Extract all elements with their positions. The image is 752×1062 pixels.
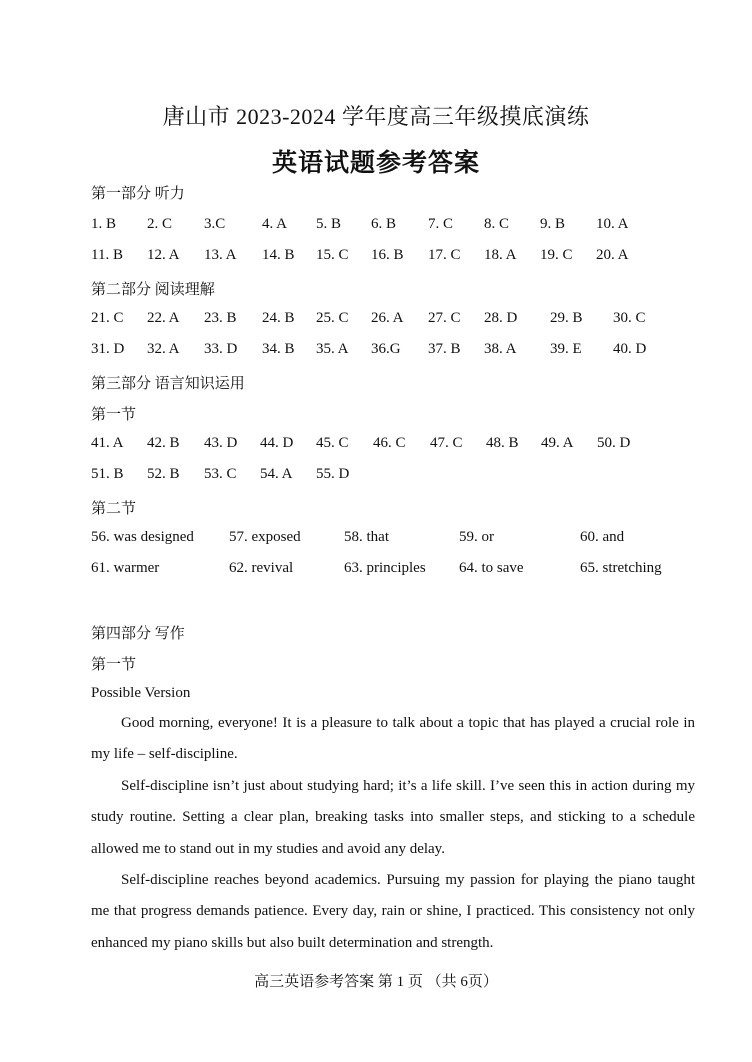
answer-item: 38. A: [484, 341, 517, 357]
answer-item: 42. B: [147, 435, 180, 451]
answer-item: 51. B: [91, 466, 124, 482]
document-subtitle: 英语试题参考答案: [271, 150, 480, 177]
answer-item: 34. B: [262, 341, 295, 357]
answer-item: 39. E: [550, 341, 582, 357]
answer-item: 22. A: [147, 310, 180, 326]
answer-item: 53. C: [204, 466, 237, 482]
answer-item: 18. A: [484, 247, 517, 263]
answer-item: 47. C: [430, 435, 463, 451]
answer-item: 54. A: [260, 466, 293, 482]
answer-item: 29. B: [550, 310, 583, 326]
part3-section2-heading: 第二节: [91, 501, 137, 517]
answer-item: 2. C: [147, 216, 173, 232]
essay-paragraph: Self-discipline isn’t just about studying hard; it’s a life skill. I’ve seen this in action during my study routine. Setting a clear plan, breaking tasks into smaller steps, and sticking to a schedule allowed me to stand out in my studies and avoid any delay.: [91, 778, 695, 857]
answer-item: 58. that: [344, 529, 389, 545]
answer-item: 45. C: [316, 435, 349, 451]
answer-item: 3.C: [204, 216, 226, 232]
answer-item: 20. A: [596, 247, 629, 263]
answer-item: 48. B: [486, 435, 519, 451]
answer-item: 15. C: [316, 247, 349, 263]
answer-item: 64. to save: [459, 560, 524, 576]
answer-item: 16. B: [371, 247, 404, 263]
answer-item: 26. A: [371, 310, 404, 326]
possible-version-label: Possible Version: [91, 685, 191, 701]
answer-item: 49. A: [541, 435, 574, 451]
page-footer: 高三英语参考答案 第 1 页 （共 6页）: [254, 974, 498, 990]
part2-heading: 第二部分 阅读理解: [91, 282, 215, 298]
answer-item: 50. D: [597, 435, 631, 451]
answer-item: 12. A: [147, 247, 180, 263]
answer-item: 35. A: [316, 341, 349, 357]
answer-item: 6. B: [371, 216, 397, 232]
answer-item: 57. exposed: [229, 529, 301, 545]
answer-item: 25. C: [316, 310, 349, 326]
answer-item: 56. was designed: [91, 529, 194, 545]
answer-item: 60. and: [580, 529, 625, 545]
answer-item: 11. B: [91, 247, 123, 263]
answer-item: 28. D: [484, 310, 518, 326]
answer-item: 19. C: [540, 247, 573, 263]
essay-paragraph: Self-discipline reaches beyond academics. Pursuing my passion for playing the piano taught me that progress demands patience. Every day, rain or shine, I practiced. This consistency not only enhanced my piano skills but also built determination and strength.: [91, 872, 695, 951]
answer-item: 13. A: [204, 247, 237, 263]
part4-section1-heading: 第一节: [91, 657, 137, 673]
answer-item: 7. C: [428, 216, 454, 232]
answer-item: 43. D: [204, 435, 238, 451]
part1-heading: 第一部分 听力: [91, 186, 185, 202]
answer-item: 1. B: [91, 216, 117, 232]
answer-item: 41. A: [91, 435, 124, 451]
part3-heading: 第三部分 语言知识运用: [91, 376, 245, 392]
essay-paragraph: Good morning, everyone! It is a pleasure to talk about a topic that has played a crucial role in my life – self-discipline.: [91, 715, 695, 763]
answer-item: 40. D: [613, 341, 647, 357]
answer-item: 23. B: [204, 310, 237, 326]
answer-item: 32. A: [147, 341, 180, 357]
answer-item: 46. C: [373, 435, 406, 451]
answer-item: 24. B: [262, 310, 295, 326]
answer-item: 31. D: [91, 341, 125, 357]
answer-item: 36.G: [371, 341, 401, 357]
answer-item: 21. C: [91, 310, 124, 326]
answer-item: 44. D: [260, 435, 294, 451]
answer-item: 9. B: [540, 216, 566, 232]
answer-item: 62. revival: [229, 560, 294, 576]
part3-section1-heading: 第一节: [91, 407, 137, 423]
answer-item: 17. C: [428, 247, 461, 263]
answer-item: 5. B: [316, 216, 342, 232]
part4-heading: 第四部分 写作: [91, 626, 185, 642]
answer-item: 65. stretching: [580, 560, 662, 576]
answer-item: 37. B: [428, 341, 461, 357]
answer-item: 55. D: [316, 466, 350, 482]
answer-item: 10. A: [596, 216, 629, 232]
answer-item: 61. warmer: [91, 560, 160, 576]
document-title: 唐山市 2023-2024 学年度高三年级摸底演练: [162, 104, 590, 129]
answer-item: 33. D: [204, 341, 238, 357]
answer-item: 14. B: [262, 247, 295, 263]
answer-item: 63. principles: [344, 560, 426, 576]
answer-item: 52. B: [147, 466, 180, 482]
answer-item: 27. C: [428, 310, 461, 326]
answer-item: 8. C: [484, 216, 510, 232]
answer-item: 4. A: [262, 216, 288, 232]
answer-item: 30. C: [613, 310, 646, 326]
answer-item: 59. or: [459, 529, 494, 545]
